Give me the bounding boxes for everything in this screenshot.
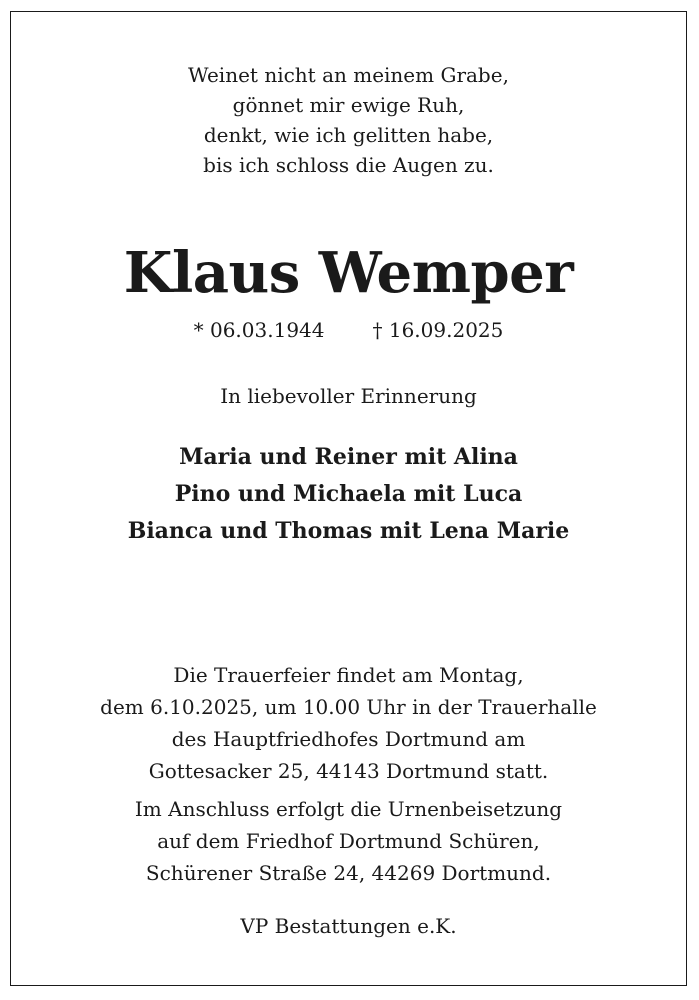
deceased-name: Klaus Wemper	[123, 240, 574, 306]
poem-line: bis ich schloss die Augen zu.	[203, 153, 494, 177]
life-dates	[11, 316, 686, 344]
memory-line: In liebevoller Erinnerung	[220, 384, 477, 408]
obituary-frame	[10, 11, 687, 986]
funeral-line: Gottesacker 25, 44143 Dortmund statt.	[148, 759, 549, 783]
undertaker-name: VP Bestattungen e.K.	[240, 914, 457, 938]
poem-line: denkt, wie ich gelitten habe,	[203, 123, 494, 147]
birth-date: * 06.03.1944	[193, 318, 325, 342]
funeral-line: Die Trauerfeier findet am Montag,	[173, 663, 524, 687]
burial-line: auf dem Friedhof Dortmund Schüren,	[157, 829, 540, 853]
death-date: † 16.09.2025	[372, 318, 504, 342]
family-line: Maria und Reiner mit Alina	[179, 444, 518, 470]
poem-line: Weinet nicht an meinem Grabe,	[188, 63, 509, 87]
funeral-line: dem 6.10.2025, um 10.00 Uhr in der Trauerhalle	[100, 695, 597, 719]
family-line: Bianca und Thomas mit Lena Marie	[127, 518, 570, 544]
family-line: Pino und Michaela mit Luca	[174, 481, 523, 507]
poem-line: gönnet mir ewige Ruh,	[232, 93, 465, 117]
funeral-line: des Hauptfriedhofes Dortmund am	[171, 727, 526, 751]
burial-line: Im Anschluss erfolgt die Urnenbeisetzung	[134, 797, 563, 821]
burial-line: Schürener Straße 24, 44269 Dortmund.	[145, 861, 552, 885]
